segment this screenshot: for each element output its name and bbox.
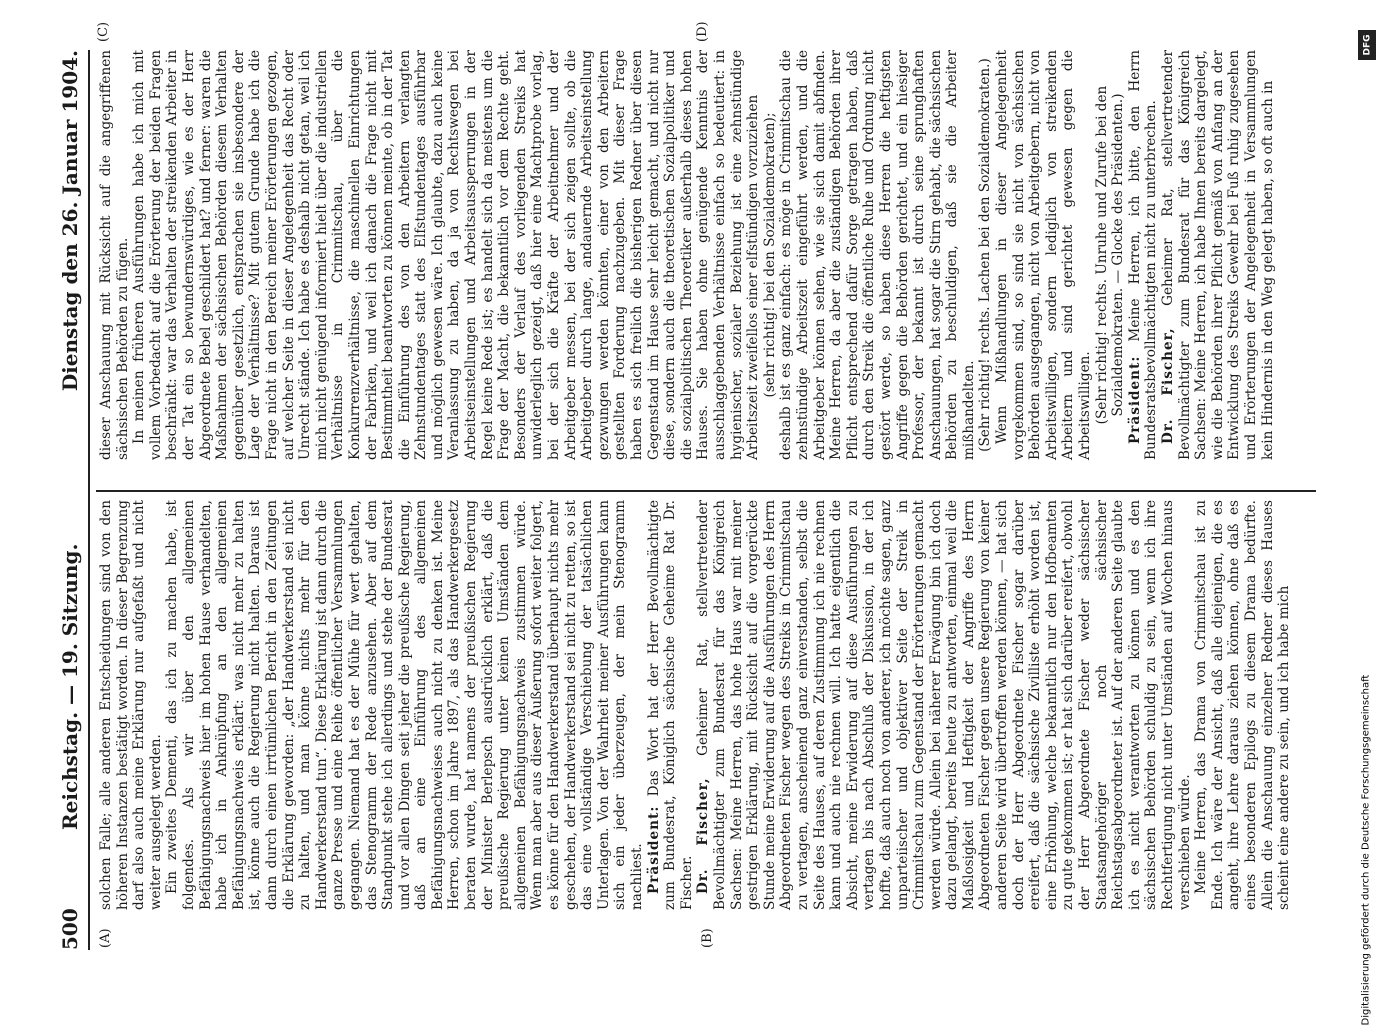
dfg-credit-text: Digitalisierung gefördert durch die Deutsche Forschungsgemeinschaft — [1360, 674, 1372, 1026]
speaker-name: Dr. Fischer, — [695, 777, 712, 894]
paragraph: Meine Herren, das Drama von Crimmitschau ist zu Ende. Ich wäre der Ansicht, daß alle diejenigen, die es angeht, ihre Lehre daraus ziehen können, ohne daß es eines besonderen Epilogs zu diesem Drama bedürfte. Allein die Anschauung einzelner Redner dieses Hauses scheint eine andere zu sein, und ich habe mich — [1193, 500, 1293, 910]
paragraph — [1127, 50, 1160, 460]
speaker-name: Dr. Fischer, — [1160, 327, 1176, 444]
interjection: (sehr richtig! bei den Sozialdemokraten); — [761, 112, 778, 398]
running-title-left: Reichstag. — 19. Sitzung. — [58, 543, 82, 830]
speech-text: Das Wort hat der Herr Bevollmächtigte zum Bundesrat, Königlich sächsische Geheime Rat Dr. Fischer. — [645, 500, 695, 910]
margin-marker-a: (A) — [98, 928, 113, 948]
paragraph: In meinen früheren Ausführungen habe ich mich mit vollem Vorbedacht auf die Erörterung der beiden Fragen beschränkt: war das Verhalten der streikenden Arbeiter in der Tat ein so bewundernswürdiges, wie es der Herr Abgeordnete Bebel geschildert hat? und ferner: waren die Maßnahmen der sächsischen Behörden diesem Verhalten gegenüber gesetzlich, entsprachen sie insbesondere der Lage der Verhältnisse? Mit gutem Grunde habe ich die Frage nicht in den Bereich meiner Erörterungen gezogen, auf welcher Seite in dieser Angelegenheit das Recht oder Unrecht stände. Ich habe es deshalb nicht getan, weil ich mich nicht genügend informiert hielt über die industriellen Verhältnisse in Crimmitschau, über die Konkurrenzverhältnisse, die maschinellen Einrichtungen der Fabriken, und weil ich danach die Frage nicht mit Bestimmtheit beantworten zu können meinte, ob in der Tat die Einführung des von den Arbeitern verlangten Zehnstundentages statt des Elfstundentages ausführbar und möglich gewesen wäre. Ich glaubte, dazu auch keine Veranlassung zu haben, da ja von Rechtswegen bei Arbeitseinstellungen und Arbeitsaussperrungen in der Regel keine Rede ist; es handelt sich da meistens um die Frage der Macht, die bekanntlich vor dem Rechte geht. Besonders der Verlauf des vorliegenden Streiks hat unwiderleglich gezeigt, daß hier eine Machtprobe vorlag, bei der sich die Kräfte der Arbeitnehmer und der Arbeitgeber messen, bei der sich zeigen sollte, ob die Arbeitgeber durch lange, andauernde Arbeitseinstellung gezwungen werden könnten, einer von den Arbeitern gestellten Forderung nachzugeben. Mit dieser Frage haben es sich freilich die bisherigen Redner über diesen Gegenstand im Hause sehr leicht gemacht, und nicht nur diese, sondern auch die theoretischen Sozialpolitiker und die sozialpolitischen Theoretiker außerhalb dieses hohen Hauses. Sie haben ohne genügende Kenntnis der ausschlaggebenden Verhältnisse einfach so bedeutiert: in hygienischer, sozialer Beziehung ist eine zehnstündige Arbeitszeit zweifellos einer elfstündigen vorzuziehen — [131, 50, 762, 460]
page-number: 500 — [58, 908, 82, 950]
paragraph — [695, 500, 1193, 910]
speaker-name: Präsident: — [645, 805, 662, 894]
column-rule — [96, 490, 1316, 492]
dfg-stamp — [1356, 30, 1378, 1026]
text-column-right — [98, 50, 1276, 460]
running-title-right: Dienstag den 26. Januar 1904. — [58, 50, 82, 392]
speech-text: Geheimer Rat, stellvertretender Bevollmächtigter zum Bundesrat für das Königreich Sachsen: Meine Herren, das hohe Haus war mit meiner gestrigen Erklärung, mit Rücksicht auf die vorgerückte Stunde meine Erwiderung auf die Ausführungen des Herrn Abgeordneten Fischer wegen des Streiks in Crimmitschau zu vertagen, anscheinend ganz einverstanden, selbst die Seite des Hauses, auf deren Zustimmung ich nie rechnen kann und auch nie rechnen will. Ich hatte eigentlich die Absicht, meine Erwiderung auf diese Ausführungen zu vertagen bis nach Abschluß der Diskussion, in der ich hoffte, daß auch noch von anderer, ich möchte sagen, ganz unparteiischer und objektiver Seite der Streik in Crimmitschau zum Gegenstand der Erörterungen gemacht werden würde. Allein bei näherer Erwägung bin ich doch dazu gelangt, bereits heute zu antworten, einmal weil die Maßlosigkeit und Heftigkeit der Angriffe des Herrn Abgeordneten Fischer gegen unsere Regierung von keiner anderen Seite wird übertroffen werden können, — hat sich doch der Herr Abgeordnete Fischer sogar darüber ereifert, daß die sächsische Zivilliste erhöht worden ist, eine Erhöhung, welche bekanntlich nur den Hofbeamten zu gute gekommen ist; er hat sich darüber ereifert, obwohl der Herr Abgeordnete Fischer weder sächsischer Staatsangehöriger noch sächsischer Reichstagsabgeordneter ist. Auf der anderen Seite glaubte ich es nicht verantworten zu können und es den sächsischen Behörden schuldig zu sein, wenn ich ihre Rechtfertigung nicht unter Umständen auf Wochen hinaus verschieben würde. — [695, 500, 1193, 910]
dfg-logo: DFG — [1358, 30, 1376, 60]
margin-marker-d: (D) — [695, 21, 710, 42]
margin-marker-b: (B) — [700, 928, 715, 948]
header-rule — [88, 50, 90, 950]
paragraph — [646, 500, 696, 910]
interjection: (Sehr richtig! rechts. Unruhe und Zurufe bei den Sozialdemokraten. — Glocke des Präsidenten.) — [1093, 85, 1127, 425]
speaker-name: Präsident: — [1126, 355, 1143, 444]
paragraph: Ein zweites Dementi, das ich zu machen habe, ist folgendes. Als wir über den allgemeinen Befähigungsnachweis hier im hohen Hause verhandelten, habe ich in Anknüpfung an den allgemeinen Befähigungsnachweis erklärt: was nicht mehr zu halten ist, könne auch die Regierung nicht halten. Daraus ist dann durch einen irrtümlichen Bericht in den Zeitungen die Erklärung geworden: „der Handwerkerstand sei nicht zu halten, und man könne nichts mehr für den Handwerkerstand tun“. Diese Erklärung ist dann durch die ganze Presse und eine Reihe öffentlicher Versammlungen gegangen. Niemand hat es der Mühe für wert gehalten, das Stenogramm der Rede anzusehen. Aber auf dem Standpunkt stehe ich allerdings und stehe der Bundesrat und vor allen Dingen seit jeher die preußische Regierung, daß an eine Einführung des allgemeinen Befähigungsnachweises auch nicht zu denken ist. Meine Herren, schon im Jahre 1897, als das Handwerkergesetz beraten wurde, hat namens der preußischen Regierung der Minister Berlepsch ausdrücklich erklärt, daß die preußische Regierung unter keinen Umständen dem allgemeinen Befähigungsnachweis zustimmen würde. Wenn man aber aus dieser Äußerung sofort weiter folgert, es könne für den Handwerkerstand überhaupt nichts mehr geschehen, der Handwerkerstand sei nicht zu retten, so ist das eine vollständige Verschiebung der tatsächlichen Unterlagen. Von der Wahrheit meiner Ausführungen kann sich ein jeder überzeugen, der mein Stenogramm nachliest. — [164, 500, 645, 910]
page-header — [58, 50, 86, 950]
margin-marker-c: (C) — [96, 21, 111, 42]
text-column-left — [98, 500, 1293, 910]
paragraph: solchen Falle; alle anderen Entscheidungen sind von den höheren Instanzen bestätigt worden. In dieser Begrenzung darf also auch meine Erklärung nur aufgefaßt und nicht weiter ausgelegt werden. — [98, 500, 164, 910]
paragraph: Wenn Mißhandlungen in dieser Angelegenheit vorgekommen sind, so sind sie nicht von sächsischen Behörden ausgegangen, nicht von Arbeitgebern, nicht von Arbeitswilligen, sondern lediglich von streikenden Arbeitern und sind gerichtet gewesen gegen die Arbeitswilligen. — [994, 50, 1094, 460]
speech-text: Geheimer Rat, stellvertretender Bevollmächtigter zum Bundesrat für das Königreich Sachsen: Meine Herren, ich habe Ihnen bereits dargelegt, wie die Behörden ihrer Pflicht gemäß von Anfang an der Entwicklung des Streiks Gewehr bei Fuß ruhig zugesehen und Erörterungen der Angelegenheit in Versammlungen kein Hindernis in den Weg gelegt haben, so oft auch in — [1160, 50, 1276, 460]
interjection: (Sehr richtig! rechts. Lachen bei den Sozialdemokraten.) — [977, 58, 994, 452]
speech-text: Meine Herren, ich bitte, den Herrn Bundesratsbevollmächtigten nicht zu unterbrechen. — [1126, 50, 1160, 460]
paragraph: deshalb ist es ganz einfach: es möge in Crimmitschau die zehnstündige Arbeitszeit eingeführt werden, und die Arbeitgeber können sehen, wie sie sich damit abfinden. Meine Herren, da aber die zuständigen Behörden ihrer Pflicht entsprechend dafür Sorge getragen haben, daß durch den Streik die öffentliche Ruhe und Ordnung nicht gestört werde, so haben diese Herren die heftigsten Angriffe gegen die Behörden gerichtet, und ein hiesiger Professor, der bekannt ist durch seine sprunghaften Anschauungen, hat sogar die Stirn gehabt, die sächsischen Behörden zu beschuldigen, daß sie die Arbeiter mißhandelten. — [778, 50, 977, 460]
paragraph: dieser Anschauung mit Rücksicht auf die angegriffenen sächsischen Behörden zu fügen. — [98, 50, 131, 460]
paragraph — [1160, 50, 1276, 460]
